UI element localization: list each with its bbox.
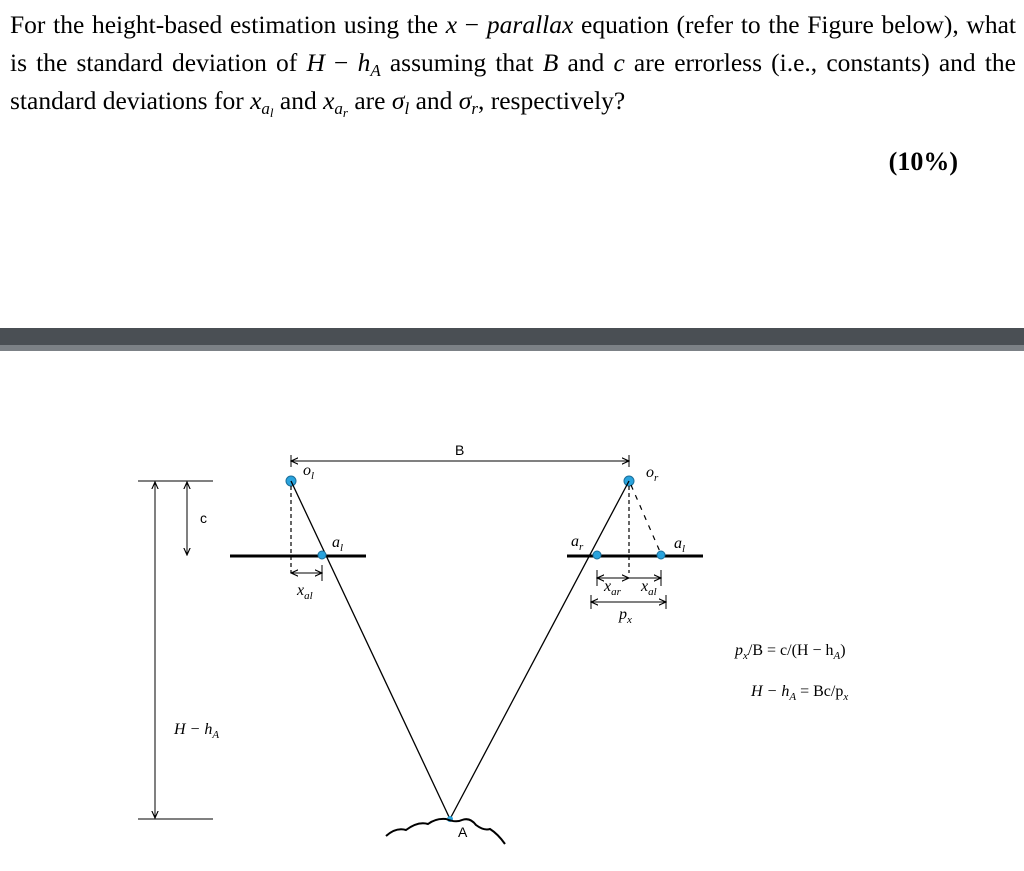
label-al-left: $a_l$: [332, 534, 344, 554]
math-x-ar: x: [323, 86, 335, 115]
label-xal-right: $x_{al}$: [641, 578, 657, 598]
question-text-part: assuming that: [380, 48, 543, 77]
left-ray: [291, 481, 450, 819]
question-text-part: are: [347, 86, 392, 115]
question-text: [10, 6, 1016, 120]
label-B: B: [455, 442, 465, 458]
label-px: $p_x$: [619, 606, 632, 626]
question-text-part: are errorless (i.e., constants) and the standard deviations for: [10, 48, 1016, 115]
math-minus: −: [457, 10, 487, 39]
math-B: B: [542, 48, 559, 77]
label-xar: $x_{ar}$: [604, 578, 621, 598]
equation-1: $p_x/B = c/(H - h_A)$: [735, 642, 846, 662]
label-ar: $a_r$: [571, 533, 584, 553]
left-image-point: [318, 551, 326, 559]
parallax-figure: [0, 351, 1024, 871]
math-sub-al: [261, 99, 273, 118]
question-text-part: equation (refer to the Figure below), what is the standard deviation of: [10, 10, 1016, 77]
math-x: x: [445, 10, 458, 39]
right-image-point-al: [657, 551, 665, 559]
math-minus: −: [324, 48, 358, 77]
section-divider: [0, 328, 1024, 351]
math-sub-A: A: [370, 61, 381, 80]
label-ol: $o_l$: [303, 462, 315, 482]
math-H: H: [306, 48, 325, 77]
terrain: [386, 819, 505, 844]
math-sub-r: r: [471, 99, 478, 118]
math-sub-l: l: [404, 99, 410, 118]
question-text-part: and: [273, 86, 324, 115]
label-xal-left: $x_{al}$: [297, 582, 313, 602]
question-text-part: , respectively?: [477, 86, 626, 115]
question-text-part: For the height-based estimation using the: [10, 10, 446, 39]
math-c: c: [613, 48, 625, 77]
math-parallax: parallax: [486, 10, 574, 39]
question-text-part: and: [558, 48, 614, 77]
question-text-part: and: [409, 86, 459, 115]
right-reprojected-ray: [631, 485, 661, 554]
label-A: A: [458, 824, 468, 840]
math-sub-a: a: [261, 99, 270, 118]
label-or: $o_r$: [646, 464, 659, 484]
equation-2: $H - h_A = Bc/p_x$: [751, 683, 849, 703]
math-sub-l: l: [269, 105, 274, 120]
label-al-right: $a_l$: [674, 535, 686, 555]
math-sigma-l: σ: [391, 86, 405, 115]
math-x-al: x: [250, 86, 262, 115]
math-h: h: [357, 48, 371, 77]
score-label: (10%): [888, 147, 958, 176]
right-image-point-ar: [593, 551, 601, 559]
parallax-diagram: [0, 351, 1024, 871]
math-sub-a: a: [334, 99, 343, 118]
math-sigma-r: σ: [458, 86, 472, 115]
math-sub-ar: [334, 99, 348, 118]
label-c: c: [200, 510, 207, 526]
math-sub-r: r: [342, 105, 348, 120]
label-H-hA: $H - h_A$: [174, 721, 220, 741]
right-ray: [450, 481, 629, 819]
